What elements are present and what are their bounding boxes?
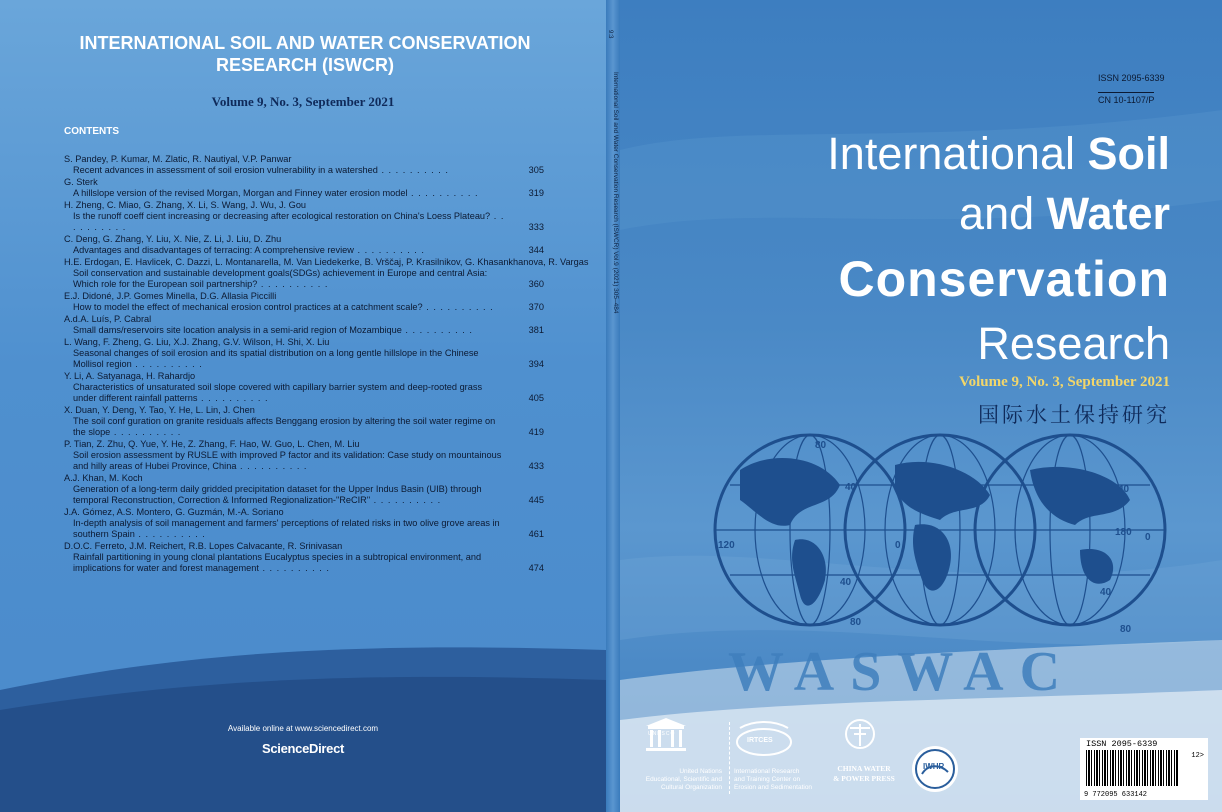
toc-authors: C. Deng, G. Zhang, Y. Liu, X. Nie, Z. Li, J. Liu, D. Zhu <box>64 234 282 244</box>
front-volume-info: Volume 9, No. 3, September 2021 <box>959 374 1170 390</box>
globe-label: 80 <box>1120 624 1132 635</box>
toc-article-title[interactable]: Soil conservation and sustainable development goals(SDGs) achievement in Europe and central Asia: Which role for the European soil partnership? . . . . . . . . . . <box>73 268 488 289</box>
front-title-line1 <box>827 128 1170 180</box>
globe-label: 40 <box>1100 587 1112 598</box>
waswac-logo-text: WASWAC <box>728 641 1077 703</box>
back-journal-title-line1: INTERNATIONAL SOIL AND WATER CONSERVATION <box>79 33 531 53</box>
title-water: Water <box>1046 188 1170 239</box>
toc-page-number: 474 <box>528 563 544 573</box>
toc-page-number: 360 <box>528 279 544 289</box>
available-online-text[interactable]: Available online at www.sciencedirect.com <box>227 724 379 733</box>
toc-entry[interactable] <box>64 507 546 540</box>
toc-leader-dots: . . . . . . . . . . <box>131 359 203 369</box>
barcode-number: 9 772095 633142 <box>1084 791 1148 799</box>
toc-page-number: 405 <box>528 393 544 403</box>
irtces-word: IRTCES <box>747 737 773 744</box>
toc-authors: G. Sterk <box>64 177 98 187</box>
toc-entry[interactable] <box>64 257 589 290</box>
cwpp-caption: CHINA WATER & POWER PRESS <box>833 764 895 783</box>
toc-page-number: 445 <box>528 495 544 505</box>
toc-article-title[interactable]: A hillslope version of the revised Morgan, Morgan and Finney water erosion model . . . . . . . . . . <box>73 188 479 198</box>
globe-label: 40 <box>845 482 857 493</box>
toc-leader-dots: . . . . . . . . . . <box>401 325 473 335</box>
toc-leader-dots: . . . . . . . . . . <box>257 279 329 289</box>
title-soil: Soil <box>1087 128 1170 179</box>
contents-heading: CONTENTS <box>64 126 119 137</box>
unesco-temple-icon <box>642 718 690 758</box>
toc-article-title[interactable]: Small dams/reservoirs site location analysis in a semi-arid region of Mozambique . . . . . . . . . . <box>73 325 473 335</box>
globe-label: 0 <box>1145 532 1151 543</box>
toc-article-title[interactable]: Characteristics of unsaturated soil slope covered with capillary barrier system and deep-rooted grass under different rainfall patterns . . . . . . . . . . <box>73 382 483 403</box>
toc-authors: A.J. Khan, M. Koch <box>64 473 143 483</box>
toc-article-title[interactable]: Rainfall partitioning in young clonal plantations Eucalyptus species in a subtropical environment, and implications for water and forest management . . . . . . . . . . <box>73 552 482 573</box>
toc-authors: D.O.C. Ferreto, J.M. Reichert, R.B. Lopes Calvacante, R. Srinivasan <box>64 541 343 551</box>
toc-page-number: 394 <box>528 359 544 369</box>
globe-label: 80 <box>815 440 827 451</box>
table-of-contents <box>64 154 589 575</box>
title-international: International <box>827 128 1088 179</box>
toc-leader-dots: . . . . . . . . . . <box>370 495 442 505</box>
toc-article-title[interactable]: Advantages and disadvantages of terracing: A comprehensive review . . . . . . . . . . <box>73 245 425 255</box>
sciencedirect-logo[interactable]: ScienceDirect <box>261 741 345 756</box>
toc-authors: L. Wang, F. Zheng, G. Liu, X.J. Zhang, G.V. Wilson, H. Shi, X. Liu <box>64 337 330 347</box>
toc-leader-dots: . . . . . . . . . . <box>134 529 206 539</box>
toc-entry[interactable] <box>64 154 546 176</box>
unesco-word: UNESCO <box>648 731 676 737</box>
globe-label: 180 <box>1115 527 1132 538</box>
barcode-issn-label: ISSN 2095-6339 <box>1086 739 1158 749</box>
toc-page-number: 333 <box>528 222 544 232</box>
toc-page-number: 344 <box>528 245 544 255</box>
toc-leader-dots: . . . . . . . . . . <box>197 393 269 403</box>
front-title-line2 <box>959 188 1170 240</box>
toc-authors: X. Duan, Y. Deng, Y. Tao, Y. He, L. Lin, J. Chen <box>64 405 255 415</box>
front-title-line4: Research <box>977 318 1170 369</box>
globe-label: 120 <box>718 540 735 551</box>
barcode-bars <box>1086 750 1178 786</box>
toc-entry[interactable] <box>64 439 546 472</box>
issn-label: ISSN 2095-6339 <box>1098 73 1165 83</box>
toc-article-title[interactable]: Soil erosion assessment by RUSLE with improved P factor and its validation: Case study on mountainous and hilly areas of Hubei Province, China . . . . . . . . . . <box>73 450 502 471</box>
toc-leader-dots: . . . . . . . . . . <box>377 165 449 175</box>
globe-label: 40 <box>1118 484 1130 495</box>
toc-leader-dots: . . . . . . . . . . <box>422 302 494 312</box>
toc-leader-dots: . . . . . . . . . . <box>73 211 505 232</box>
chinese-title: 国际水土保持研究 <box>978 404 1170 427</box>
toc-authors: Y. Li, A. Satyanaga, H. Rahardjo <box>64 371 196 381</box>
toc-page-number: 319 <box>528 188 544 198</box>
toc-page-number: 433 <box>528 461 544 471</box>
toc-authors: J.A. Gómez, A.S. Montero, G. Guzmán, M.-A. Soriano <box>64 507 284 517</box>
globe-map-icon <box>700 430 1180 640</box>
toc-page-number: 419 <box>528 427 544 437</box>
toc-entry[interactable] <box>64 405 546 438</box>
title-and: and <box>959 188 1047 239</box>
toc-page-number: 381 <box>528 325 544 335</box>
globe-label: 0 <box>895 540 901 551</box>
cwpp-emblem-icon <box>830 718 890 756</box>
toc-entry[interactable] <box>64 371 546 404</box>
toc-leader-dots: . . . . . . . . . . <box>353 245 425 255</box>
logo-divider <box>729 722 730 794</box>
toc-page-number: 305 <box>528 165 544 175</box>
china-water-power-press-logo <box>830 718 895 783</box>
toc-authors: A.d.A. Luís, P. Cabral <box>64 314 152 324</box>
toc-authors: P. Tian, Z. Zhu, Q. Yue, Y. He, Z. Zhang, F. Hao, W. Guo, L. Chen, M. Liu <box>64 439 360 449</box>
toc-entry[interactable] <box>64 473 546 506</box>
unesco-logo <box>642 718 722 791</box>
toc-leader-dots: . . . . . . . . . . <box>236 461 308 471</box>
front-title-line3: Conservation <box>838 251 1170 307</box>
cn-label: CN 10-1107/P <box>1098 92 1154 105</box>
toc-article-title[interactable]: Recent advances in assessment of soil erosion vulnerability in a watershed . . . . . . . . . . <box>73 165 449 175</box>
toc-entry[interactable] <box>64 200 546 233</box>
toc-leader-dots: . . . . . . . . . . <box>110 427 182 437</box>
iwhr-logo <box>910 744 960 799</box>
toc-entry[interactable] <box>64 541 546 574</box>
toc-entry[interactable] <box>64 177 546 199</box>
irtces-logo <box>734 718 813 791</box>
back-volume-info: Volume 9, No. 3, September 2021 <box>211 94 395 109</box>
toc-authors: H. Zheng, C. Miao, G. Zhang, X. Li, S. Wang, J. Wu, J. Gou <box>64 200 307 210</box>
toc-page-number: 461 <box>528 529 544 539</box>
unesco-caption: United Nations Educational, Scientific and Cultural Organization <box>645 768 722 791</box>
toc-leader-dots: . . . . . . . . . . <box>258 563 330 573</box>
toc-article-title[interactable]: Seasonal changes of soil erosion and its spatial distribution on a long gentle hillslope in the Chinese Mollisol region . . . . . . . . . . <box>73 348 479 369</box>
waswac-globe-logo <box>700 430 1180 645</box>
issn-barcode <box>1080 738 1208 800</box>
globe-label: 80 <box>850 617 862 628</box>
barcode-extension: 12> <box>1191 752 1204 760</box>
toc-authors: H.E. Erdogan, E. Havlicek, C. Dazzi, L. Montanarella, M. Van Liedekerke, B. Vrščaj, P. Krasilnikov, G. Khasankhanova, R. Vargas <box>64 257 589 267</box>
toc-authors: E.J. Didoné, J.P. Gomes Minella, D.G. Allasia Piccilli <box>64 291 277 301</box>
spine-issue-mark: 9:3 <box>607 30 613 39</box>
toc-article-title[interactable]: In-depth analysis of soil management and farmers' perceptions of related risks in two olive grove areas in southern Spain . . . . . . . . . . <box>73 518 500 539</box>
toc-article-title[interactable]: How to model the effect of mechanical erosion control practices at a catchment scale? . . . . . . . . . . <box>73 302 494 312</box>
toc-leader-dots: . . . . . . . . . . <box>407 188 479 198</box>
toc-article-title[interactable]: Generation of a long-term daily gridded precipitation dataset for the Upper Indus Basin (UIB) through temporal Reconstruction, Correction & Informed Regionalization-"ReCIR" . . . . . . . . . . <box>73 484 482 505</box>
back-journal-title-line2: RESEARCH (ISWCR) <box>216 55 394 75</box>
toc-authors: S. Pandey, P. Kumar, M. Zlatic, R. Nautiyal, V.P. Panwar <box>64 154 292 164</box>
toc-article-title[interactable]: The soil conf guration on granite residuals affects Benggang erosion by altering the soil water regime on the slope . . . . . . . . . . <box>73 416 496 437</box>
toc-article-title[interactable]: Is the runoff coeff cient increasing or decreasing after ecological restoration on China's Loess Plateau? . . . . . . . . . . <box>73 211 505 232</box>
iwhr-word: IWHR <box>923 762 945 771</box>
irtces-caption: International Research and Training Center on Erosion and Sedimentation <box>734 768 813 791</box>
toc-entry[interactable] <box>64 337 546 370</box>
toc-entry[interactable] <box>64 314 546 336</box>
toc-entry[interactable] <box>64 234 546 256</box>
globe-label: 40 <box>840 577 852 588</box>
back-wave-graphic <box>0 600 606 812</box>
toc-page-number: 370 <box>528 302 544 312</box>
back-cover <box>0 0 606 812</box>
spine-text: International Soil and Water Conservation Research (ISWCR) Vol.9 (2021) 305–484 <box>612 72 619 314</box>
toc-entry[interactable] <box>64 291 546 313</box>
